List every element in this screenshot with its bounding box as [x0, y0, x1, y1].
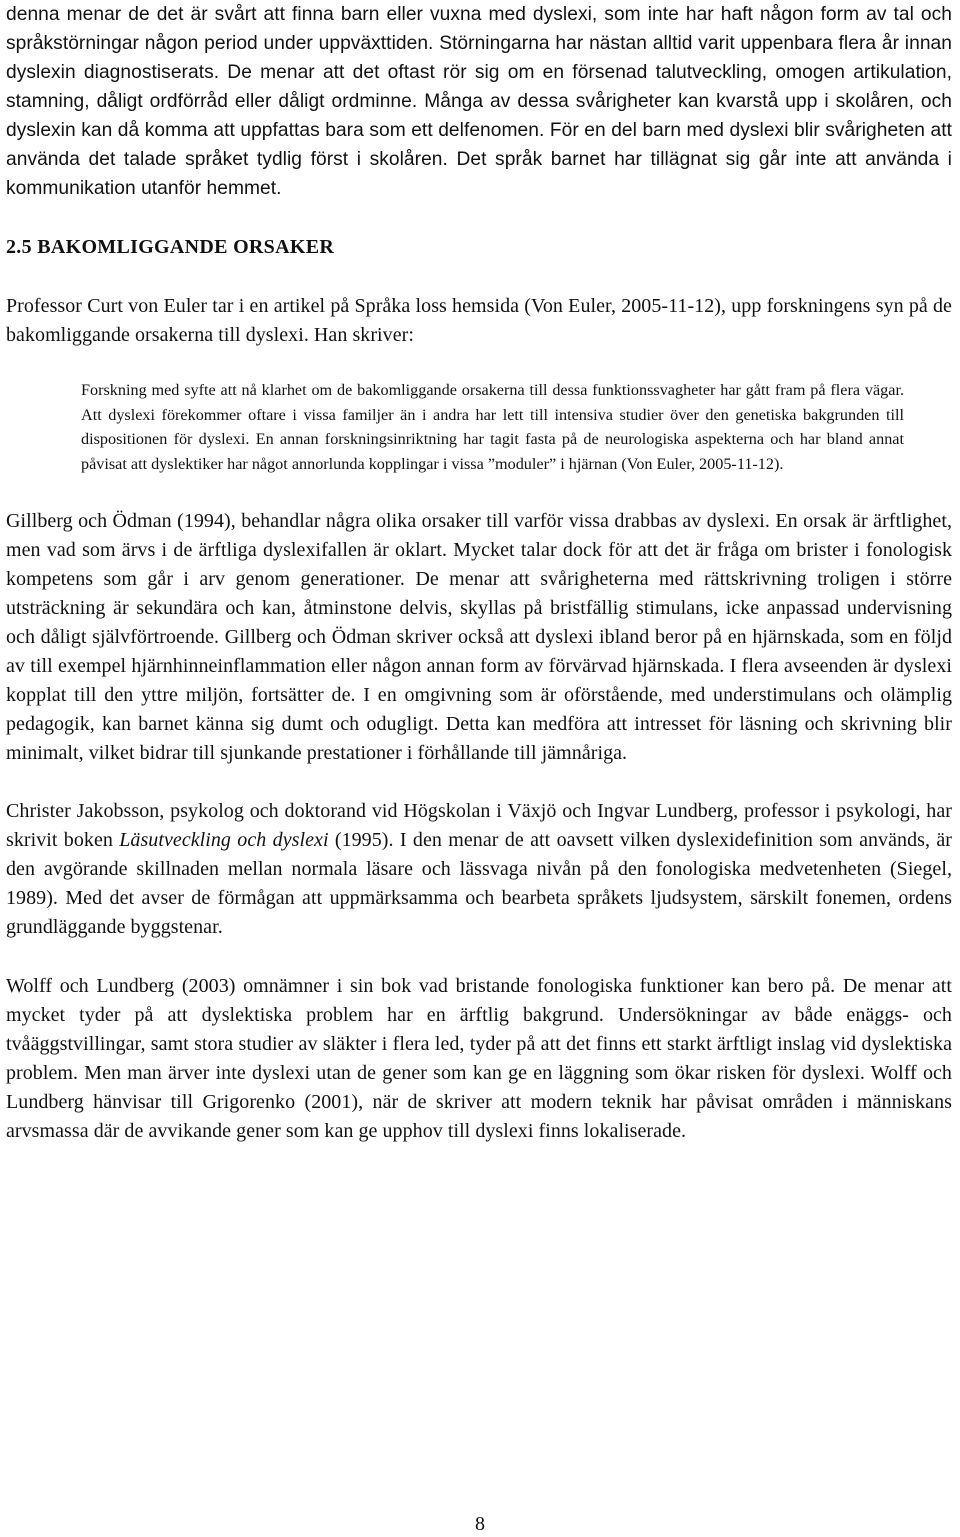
- paragraph-euler-intro: Professor Curt von Euler tar i en artikel på Språka loss hemsida (Von Euler, 2005-11-12), upp forskningens syn på de bakomliggande orsakerna till dyslexi. Han skriver:: [6, 295, 952, 346]
- paragraph-gillberg: Gillberg och Ödman (1994), behandlar några olika orsaker till varför vissa drabbas av dyslexi. En orsak är ärftlighet, men vad som ärvs i de ärftliga dyslexifallen är oklart. Mycket talar dock för att det är fråga om brister i fonologisk kompetens som går i arv genom generationer. De menar att svårigheterna med rättskrivning troligen i större utsträckning är sekundära och kan, åtminstone delvis, skyllas på bristfällig stimulans, icke anpassad undervisning och dåligt självförtroende. Gillberg och Ödman skriver också att dyslexi ibland beror på en hjärnskada, som en följd av till exempel hjärnhinneinflammation eller någon annan form av förvärvad hjärnskada. I flera avseenden är dyslexi kopplat till den yttre miljön, fortsätter de. I en omgivning som är oförstående, med understimulans och olämplig pedagogik, kan barnet känna sig dumt och odugligt. Detta kan medföra att intresset för läsning och skrivning blir minimalt, vilket bidrar till sjunkande prestationer i förhållande till jämnåriga.: [6, 510, 952, 764]
- paragraph-speech-disorders: denna menar de det är svårt att finna barn eller vuxna med dyslexi, som inte har haft någon form av tal och språkstörningar någon period under uppväxttiden. Störningarna har nästan alltid varit uppenbara flera år innan dyslexin diagnostiserats. De menar att det oftast rör sig om en försenad talutveckling, omogen artikulation, stamning, dåligt ordförråd eller dåligt ordminne. Många av dessa svårigheter kan kvarstå upp i skolåren, och dyslexin kan då komma att uppfattas bara som ett delfenomen. För en del barn med dyslexi blir svårigheten att använda det talade språket tydlig först i skolåren. Det språk barnet har tillägnat sig går inte att använda i kommunikation utanför hemmet.: [6, 4, 952, 199]
- jakobsson-text-after: (1995). I den menar de att oavsett vilken dyslexidefinition som används, är den avgörande skillnaden mellan normala läsare och lässvaga nivån på den fonologiska medvetenheten (Siegel, 1989). Med det avser de förmågan att uppmärksamma och bearbeta språkets ljudsystem, särskilt fonemen, ordens grundläggande byggstenar.: [6, 829, 952, 938]
- paragraph-jakobsson: [6, 797, 952, 942]
- paragraph-wolff: Wolff och Lundberg (2003) omnämner i sin bok vad bristande fonologiska funktioner kan bero på. De menar att mycket tyder på att dyslektiska problem har en ärftlig bakgrund. Undersökningar av både enäggs- och tvåäggstvillingar, samt stora studier av släkter i flera led, tyder på att det finns ett starkt ärftligt inslag vid dyslektiska problem. Men man ärver inte dyslexi utan de gener som kan ge en läggning som ökar risken för dyslexi. Wolff och Lundberg hänvisar till Grigorenko (2001), när de skriver att modern teknik har påvisat områden i människans arvsmassa där de avvikande gener som kan ge upphov till dyslexi finns lokaliserade.: [6, 975, 952, 1142]
- page-number: 8: [475, 1513, 485, 1535]
- section-heading: 2.5 BAKOMLIGGANDE ORSAKER: [6, 236, 335, 258]
- book-title: Läsutveckling och dyslexi: [119, 829, 329, 851]
- block-quote: Forskning med syfte att nå klarhet om de bakomliggande orsakerna till dessa funktionssvagheter har gått fram på flera vägar. Att dyslexi förekommer oftare i vissa familjer än i andra har lett till intensiva studier över den genetiska bakgrunden till dispositionen för dyslexi. En annan forskningsinriktning har tagit fasta på de neurologiska aspekterna och har bland annat påvisat att dyslektiker har något annorlunda kopplingar i vissa ”moduler” i hjärnan (Von Euler, 2005-11-12).: [81, 381, 904, 473]
- document-page: [6, 0, 952, 1146]
- jakobsson-text-before: Christer Jakobsson, psykolog och doktorand vid Högskolan i Växjö och Ingvar Lundberg, professor i psykologi, har skrivit boken: [6, 800, 952, 851]
